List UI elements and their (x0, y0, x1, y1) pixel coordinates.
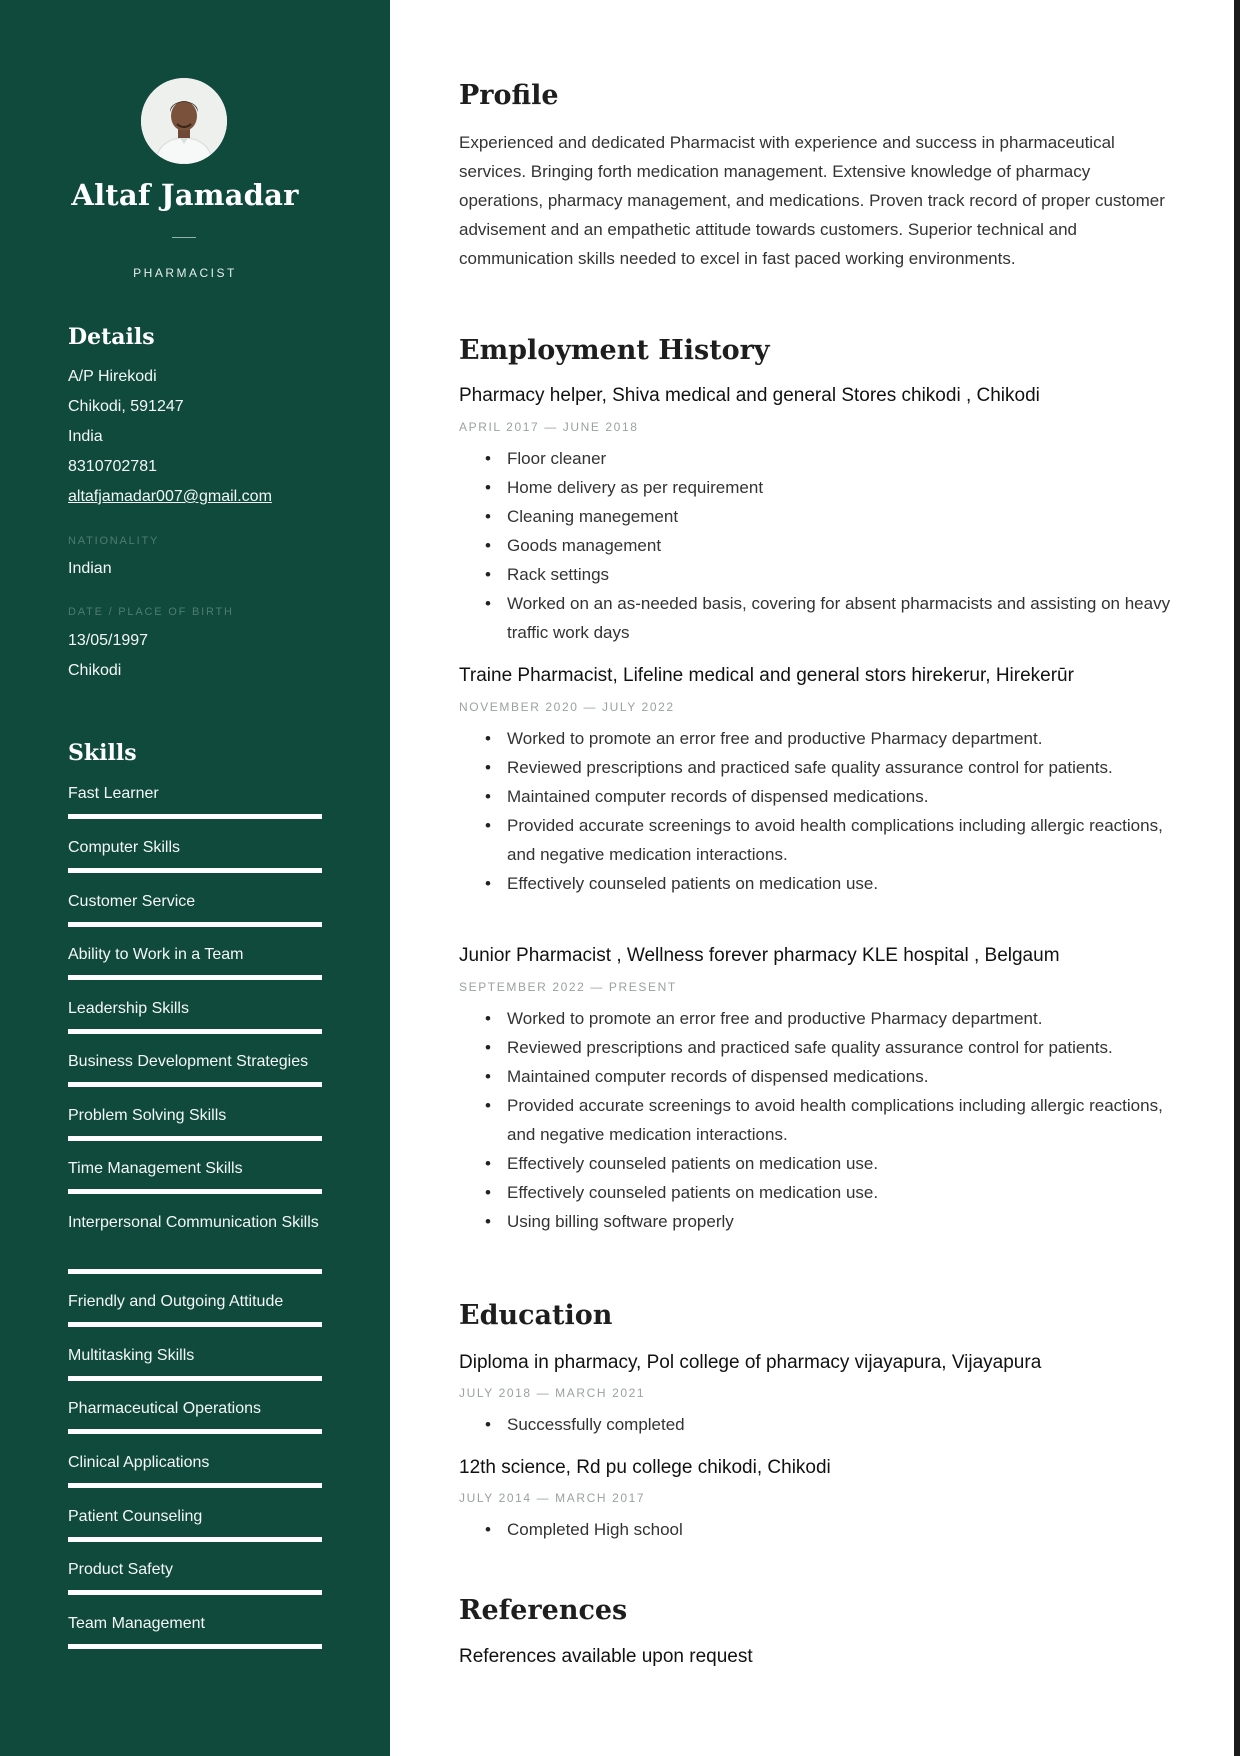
skill-name: Time Management Skills (68, 1160, 243, 1177)
skill-level-bar (68, 1429, 322, 1434)
nationality-value: Indian (68, 560, 112, 577)
phone-number: 8310702781 (68, 458, 157, 475)
skill-level-bar (68, 1376, 322, 1381)
name-divider (172, 237, 196, 238)
job-duty: • Worked to promote an error free and productive Pharmacy department. (459, 724, 1179, 753)
skill-name: Interpersonal Communication Skills (68, 1214, 319, 1231)
skill-level-bar (68, 1537, 322, 1542)
job-title-2: Traine Pharmacist, Lifeline medical and general stors hirekerur, Hirekerūr (459, 665, 1074, 686)
job-duty: • Using billing software properly (459, 1207, 1179, 1236)
profile-summary: Experienced and dedicated Pharmacist with experience and success in pharmaceutical services. Bringing forth medication management. Extensive knowledge of pharmacy operations, pharmacy management, and medications. Proven track record of proper customer advisement and an empathetic attitude towards customers. Superior technical and communication skills needed to excel in fast paced working environments. (459, 133, 1165, 268)
skill-level-bar (68, 975, 322, 980)
job-duty: • Cleaning manegement (459, 502, 1179, 531)
job-duty: • Worked to promote an error free and productive Pharmacy department. (459, 1004, 1179, 1033)
address-line-1: A/P Hirekodi (68, 368, 157, 385)
skill-item (68, 1611, 322, 1649)
job-duty: • Provided accurate screenings to avoid health complications including allergic reactions, and negative medication interactions. (459, 1091, 1179, 1149)
skill-item (68, 1450, 322, 1488)
employment-heading: Employment History (459, 335, 770, 366)
skill-name: Customer Service (68, 893, 196, 910)
skill-item (68, 1504, 322, 1542)
birthplace-value: Chikodi (68, 662, 122, 679)
education-notes-1 (459, 1410, 1179, 1439)
skill-level-bar (68, 922, 322, 927)
skill-item (68, 1156, 322, 1194)
job-duty: • Reviewed prescriptions and practiced safe quality assurance control for patients. (459, 1033, 1179, 1062)
skill-name: Computer Skills (68, 839, 181, 856)
job-duty: • Effectively counseled patients on medication use. (459, 869, 1179, 898)
skill-item (68, 781, 322, 819)
nationality-label: NATIONALITY (68, 535, 160, 547)
skill-name: Team Management (68, 1615, 205, 1632)
skill-name: Clinical Applications (68, 1454, 210, 1471)
job-duty: • Goods management (459, 531, 1179, 560)
skill-name: Patient Counseling (68, 1508, 203, 1525)
job-duties-2 (459, 724, 1179, 898)
skill-name: Ability to Work in a Team (68, 946, 244, 963)
job-duty: • Reviewed prescriptions and practiced safe quality assurance control for patients. (459, 753, 1179, 782)
details-heading: Details (68, 324, 155, 350)
skill-item (68, 1396, 322, 1434)
candidate-name: Altaf Jamadar (71, 178, 299, 212)
skill-name: Product Safety (68, 1561, 173, 1578)
job-title-3: Junior Pharmacist , Wellness forever pharmacy KLE hospital , Belgaum (459, 945, 1060, 966)
education-notes-2 (459, 1515, 1179, 1544)
skill-name: Fast Learner (68, 785, 159, 802)
email-link[interactable]: altafjamadar007@gmail.com (68, 488, 272, 505)
job-title: PHARMACIST (133, 266, 237, 280)
job-duty: • Maintained computer records of dispensed medications. (459, 1062, 1179, 1091)
dob-label: DATE / PLACE OF BIRTH (68, 606, 234, 618)
education-title-1: Diploma in pharmacy, Pol college of pharmacy vijayapura, Vijayapura (459, 1352, 1042, 1373)
job-dates-2: NOVEMBER 2020 — JULY 2022 (459, 700, 675, 714)
job-duty: • Effectively counseled patients on medication use. (459, 1149, 1179, 1178)
skill-item (68, 835, 322, 873)
sidebar (0, 0, 390, 1756)
skill-level-bar (68, 1590, 322, 1595)
avatar (141, 78, 227, 164)
skill-level-bar (68, 1269, 322, 1274)
skill-level-bar (68, 1322, 322, 1327)
dob-value: 13/05/1997 (68, 632, 149, 649)
skill-name: Pharmaceutical Operations (68, 1400, 261, 1417)
skill-name: Problem Solving Skills (68, 1107, 227, 1124)
skill-name: Multitasking Skills (68, 1347, 195, 1364)
job-duty: • Rack settings (459, 560, 1179, 589)
job-dates-3: SEPTEMBER 2022 — PRESENT (459, 980, 677, 994)
skill-level-bar (68, 1644, 322, 1649)
education-note: • Completed High school (459, 1515, 1179, 1544)
skill-item (68, 1210, 322, 1274)
references-text: References available upon request (459, 1646, 753, 1667)
country: India (68, 428, 103, 445)
skill-level-bar (68, 868, 322, 873)
address-line-2: Chikodi, 591247 (68, 398, 184, 415)
profile-heading: Profile (459, 80, 559, 111)
skills-heading: Skills (68, 740, 137, 766)
job-title-1: Pharmacy helper, Shiva medical and general Stores chikodi , Chikodi (459, 385, 1040, 406)
skill-level-bar (68, 1189, 322, 1194)
skill-item (68, 1343, 322, 1381)
skill-item (68, 889, 322, 927)
job-duty: • Maintained computer records of dispensed medications. (459, 782, 1179, 811)
job-duty: • Floor cleaner (459, 444, 1179, 473)
avatar-photo (141, 78, 227, 164)
skill-level-bar (68, 1483, 322, 1488)
education-note: • Successfully completed (459, 1410, 1179, 1439)
skill-item (68, 996, 322, 1034)
job-duties-1 (459, 444, 1179, 647)
job-duty: • Provided accurate screenings to avoid health complications including allergic reactions, and negative medication interactions. (459, 811, 1179, 869)
job-duty: • Home delivery as per requirement (459, 473, 1179, 502)
job-duty: • Worked on an as-needed basis, covering for absent pharmacists and assisting on heavy traffic work days (459, 589, 1179, 647)
education-dates-1: JULY 2018 — MARCH 2021 (459, 1386, 646, 1400)
skill-item (68, 1557, 322, 1595)
skill-name: Friendly and Outgoing Attitude (68, 1293, 284, 1310)
skill-level-bar (68, 814, 322, 819)
skill-item (68, 1289, 322, 1327)
job-dates-1: APRIL 2017 — JUNE 2018 (459, 420, 639, 434)
education-title-2: 12th science, Rd pu college chikodi, Chikodi (459, 1457, 831, 1478)
references-heading: References (459, 1595, 628, 1626)
page-edge (1234, 0, 1240, 1756)
skill-level-bar (68, 1136, 322, 1141)
skill-name: Business Development Strategies (68, 1053, 309, 1070)
skill-item (68, 942, 322, 980)
skill-level-bar (68, 1029, 322, 1034)
skill-name: Leadership Skills (68, 1000, 189, 1017)
skill-level-bar (68, 1082, 322, 1087)
job-duty: • Effectively counseled patients on medication use. (459, 1178, 1179, 1207)
job-duties-3 (459, 1004, 1179, 1236)
skill-item (68, 1049, 322, 1087)
education-dates-2: JULY 2014 — MARCH 2017 (459, 1491, 646, 1505)
skill-item (68, 1103, 322, 1141)
education-heading: Education (459, 1300, 613, 1331)
